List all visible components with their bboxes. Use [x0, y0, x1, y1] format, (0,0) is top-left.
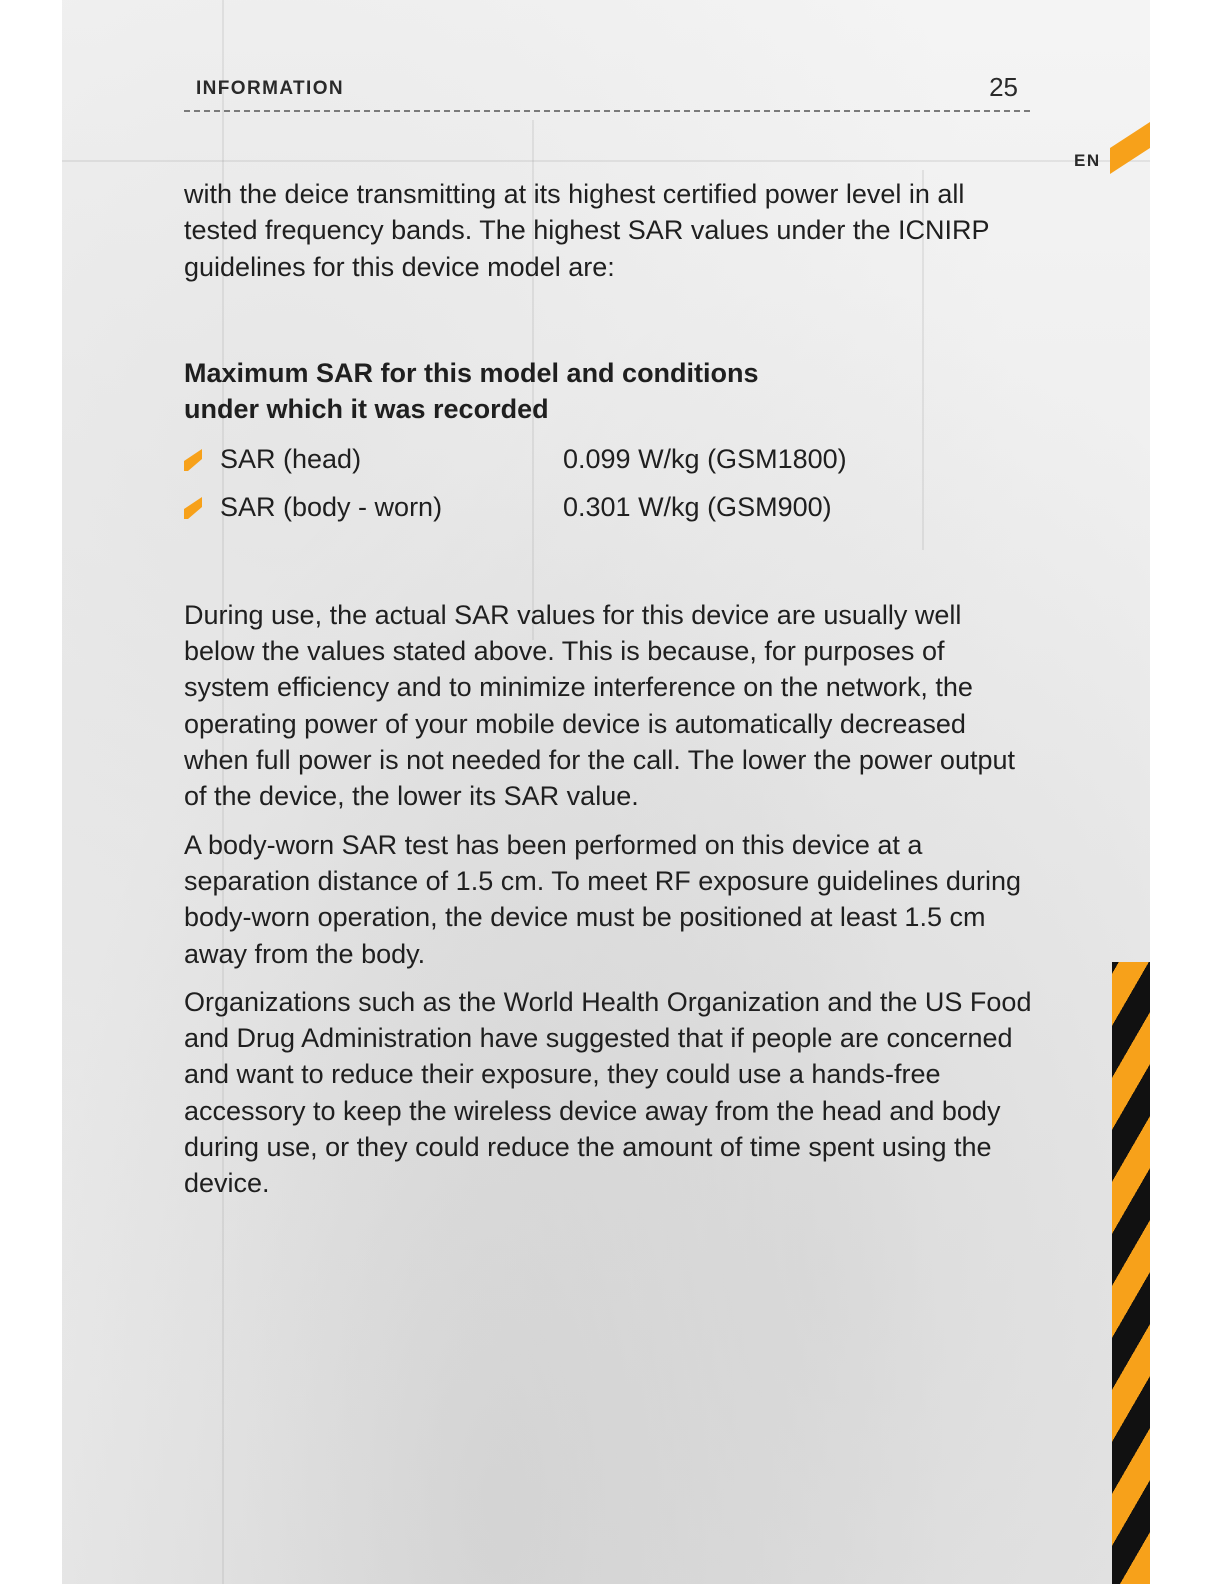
language-tag: EN — [1074, 151, 1101, 170]
page-number: 25 — [989, 72, 1018, 102]
manual-page — [62, 0, 1150, 1584]
bullet-icon — [184, 497, 202, 519]
section-title: INFORMATION — [196, 78, 345, 99]
sar-row-head — [184, 441, 1034, 489]
sar-value: 0.099 W/kg (GSM1800) — [563, 443, 847, 474]
sar-label: SAR (body - worn) — [220, 491, 443, 522]
sar-value: 0.301 W/kg (GSM900) — [563, 491, 832, 522]
page-header — [184, 74, 1030, 112]
hazard-stripe-decoration — [1112, 962, 1150, 1584]
paragraph-body-worn: A body-worn SAR test has been performed on this device at a separation distance of 1.5 cm. To meet RF exposure guidelines during body-worn operation, the device must be positioned at least 1.5 cm away from the body. — [184, 829, 1021, 969]
sar-heading: Maximum SAR for this model and conditions under which it was recorded — [184, 357, 759, 424]
bullet-icon — [184, 449, 202, 471]
sar-label: SAR (head) — [220, 443, 362, 474]
sar-list — [184, 441, 1034, 537]
background-texture — [62, 160, 1150, 162]
sar-row-body — [184, 489, 1034, 537]
intro-paragraph: with the deice transmitting at its highest certified power level in all tested frequency bands. The highest SAR values under the ICNIRP guidelines for this device model are: — [184, 179, 989, 282]
language-marker-icon — [1110, 122, 1150, 174]
paragraph-sar-usage: During use, the actual SAR values for this device are usually well below the values stated above. This is because, for purposes of system efficiency and to minimize interference on the network, the operating power of your mobile device is automatically decreased when full power is not needed for the call. The lower the power output of the device, the lower its SAR value. — [184, 599, 1016, 812]
paragraph-recommendations: Organizations such as the World Health Organization and the US Food and Drug Administration have suggested that if people are concerned and want to reduce their exposure, they could use a hands-free accessory to keep the wireless device away from the head and body during use, or they could reduce the amount of time spent using the device. — [184, 986, 1032, 1199]
main-content — [184, 176, 1034, 1214]
